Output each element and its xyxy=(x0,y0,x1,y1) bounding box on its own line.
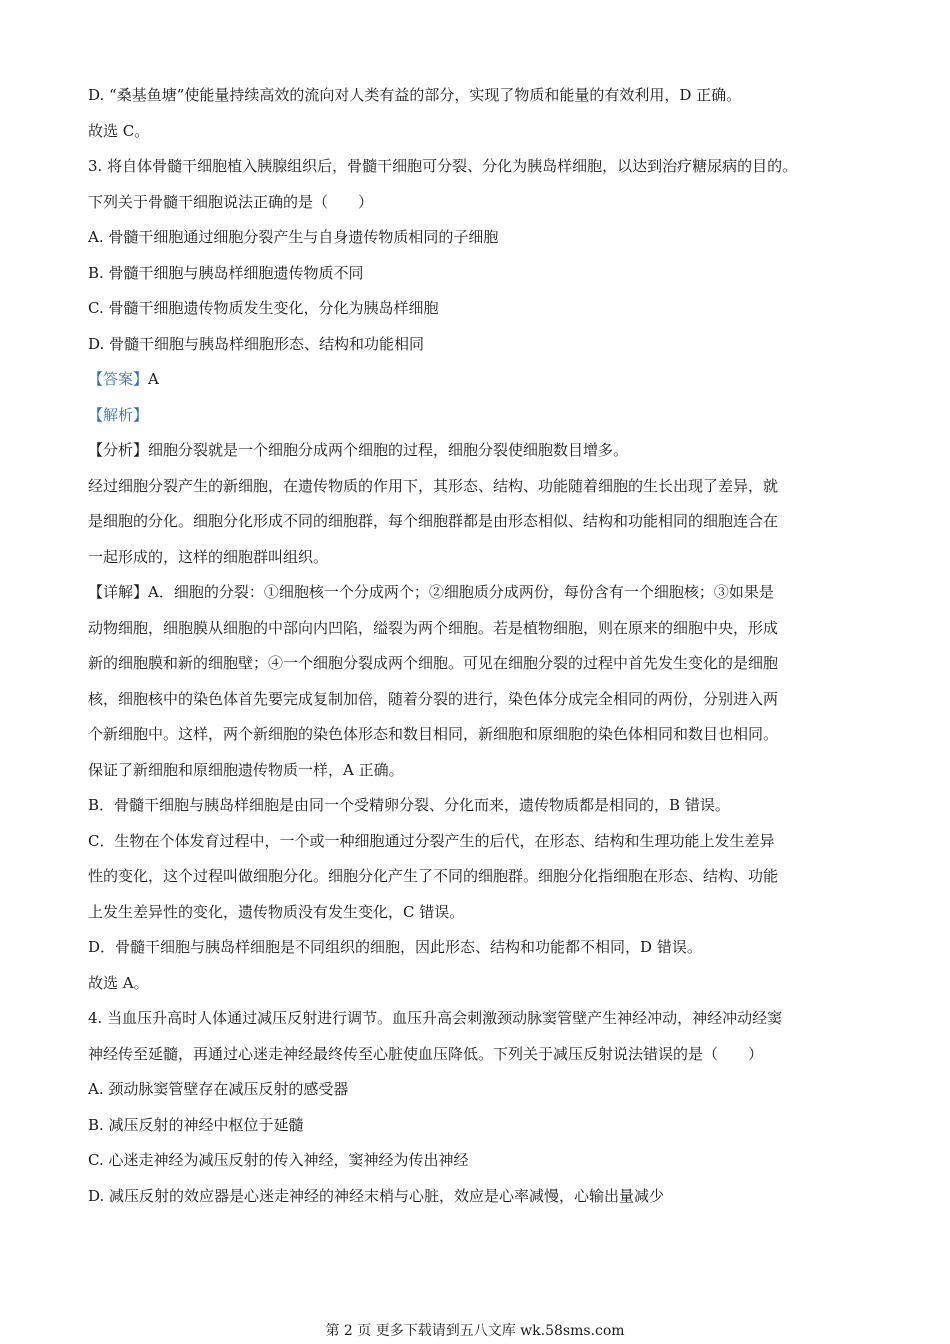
q3-stem-line-2: 下列关于骨髓干细胞说法正确的是（ ） xyxy=(88,192,374,211)
detail-line: 个新细胞中。这样，两个新细胞的染色体形态和数目相同，新细胞和原细胞的染色体相同和数目也相同。 xyxy=(88,725,779,743)
q4-stem-line-2: 神经传至延髓，再通过心迷走神经最终传至心脏使血压降低。下列关于减压反射说法错误的是（ ） xyxy=(88,1044,764,1063)
q3-option-d: D. 骨髓干细胞与胰岛样细胞形态、结构和功能相同 xyxy=(88,334,425,353)
question-3 xyxy=(88,149,878,1001)
q4-option-b: B. 减压反射的神经中枢位于延髓 xyxy=(88,1115,304,1134)
analysis-line: 是细胞的分化。细胞分化形成不同的细胞群，每个细胞群都是由形态相似、结构和功能相同的细胞连合在 xyxy=(88,512,779,530)
analysis-line: 【分析】细胞分裂就是一个细胞分成两个细胞的过程，细胞分裂使细胞数目增多。 xyxy=(88,441,629,459)
detail-line: 性的变化，这个过程叫做细胞分化。细胞分化产生了不同的细胞群。细胞分化指细胞在形态、结构、功能 xyxy=(88,867,779,885)
detail-line: B．骨髓干细胞与胰岛样细胞是由同一个受精卵分裂、分化而来，遗传物质都是相同的，B 错误。 xyxy=(88,796,730,814)
detail-line: 核，细胞核中的染色体首先要完成复制加倍，随着分裂的进行，染色体分成完全相同的两份，分别进入两 xyxy=(88,689,779,708)
analysis-line: 经过细胞分裂产生的新细胞，在遗传物质的作用下，其形态、结构、功能随着细胞的生长出现了差异，就 xyxy=(88,476,779,495)
analysis-tag: 【解析】 xyxy=(88,405,149,424)
detail-line: 故选 A。 xyxy=(88,973,149,992)
detail-line: 新的细胞膜和新的细胞壁；④一个细胞分裂成两个细胞。可见在细胞分裂的过程中首先发生变化的是细胞 xyxy=(88,654,779,672)
q4-option-d: D. 减压反射的效应器是心迷走神经的神经末梢与心脏，效应是心率减慢，心输出量减少 xyxy=(88,1186,665,1205)
analysis-line: 一起形成的，这样的细胞群叫组织。 xyxy=(88,547,329,566)
detail-line: D．骨髓干细胞与胰岛样细胞是不同组织的细胞，因此形态、结构和功能都不相同，D 错误。 xyxy=(88,938,702,956)
q4-stem-line-1: 4. 当血压升高时人体通过减压反射进行调节。血压升高会刺激颈动脉窦管壁产生神经冲动，神经冲动经窦 xyxy=(88,1009,783,1027)
page-footer: 第 2 页 更多下载请到五八文库 wk.58sms.com xyxy=(325,1323,625,1339)
q3-answer xyxy=(88,362,878,398)
detail-line: 【详解】A．细胞的分裂：①细胞核一个分成两个；②细胞质分成两份，每份含有一个细胞核；③如果是 xyxy=(88,583,774,601)
q3-stem-line-1: 3. 将自体骨髓干细胞植入胰腺组织后，骨髓干细胞可分裂、分化为胰岛样细胞，以达到治疗糖尿病的目的。 xyxy=(88,157,798,175)
detail-line: 动物细胞，细胞膜从细胞的中部向内凹陷，缢裂为两个细胞。若是植物细胞，则在原来的细胞中央，形成 xyxy=(88,618,779,637)
q3-option-b: B. 骨髓干细胞与胰岛样细胞遗传物质不同 xyxy=(88,263,364,282)
q4-option-c: C. 心迷走神经为减压反射的传入神经，窦神经为传出神经 xyxy=(88,1151,469,1169)
answer-tag: 【答案】 xyxy=(88,370,149,388)
detail-line: 上发生差异性的变化，遗传物质没有发生变化，C 错误。 xyxy=(88,902,465,921)
question-4 xyxy=(88,1001,878,1214)
prev-question-conclusion: 故选 C。 xyxy=(88,121,150,140)
detail-line: C．生物在个体发育过程中，一个或一种细胞通过分裂产生的后代，在形态、结构和生理功能上发生差异 xyxy=(88,831,775,850)
q4-option-a: A. 颈动脉窦管壁存在减压反射的感受器 xyxy=(88,1080,349,1098)
answer-value: A xyxy=(148,370,159,388)
document-page xyxy=(88,78,878,1214)
detail-line: 保证了新细胞和原细胞遗传物质一样，A 正确。 xyxy=(88,760,404,779)
prev-question-option-d: D. “桑基鱼塘”使能量持续高效的流向对人类有益的部分，实现了物质和能量的有效利用，D 正确。 xyxy=(88,86,742,104)
q3-option-a: A. 骨髓干细胞通过细胞分裂产生与自身遗传物质相同的子细胞 xyxy=(88,228,499,246)
q3-option-c: C. 骨髓干细胞遗传物质发生变化，分化为胰岛样细胞 xyxy=(88,299,439,317)
